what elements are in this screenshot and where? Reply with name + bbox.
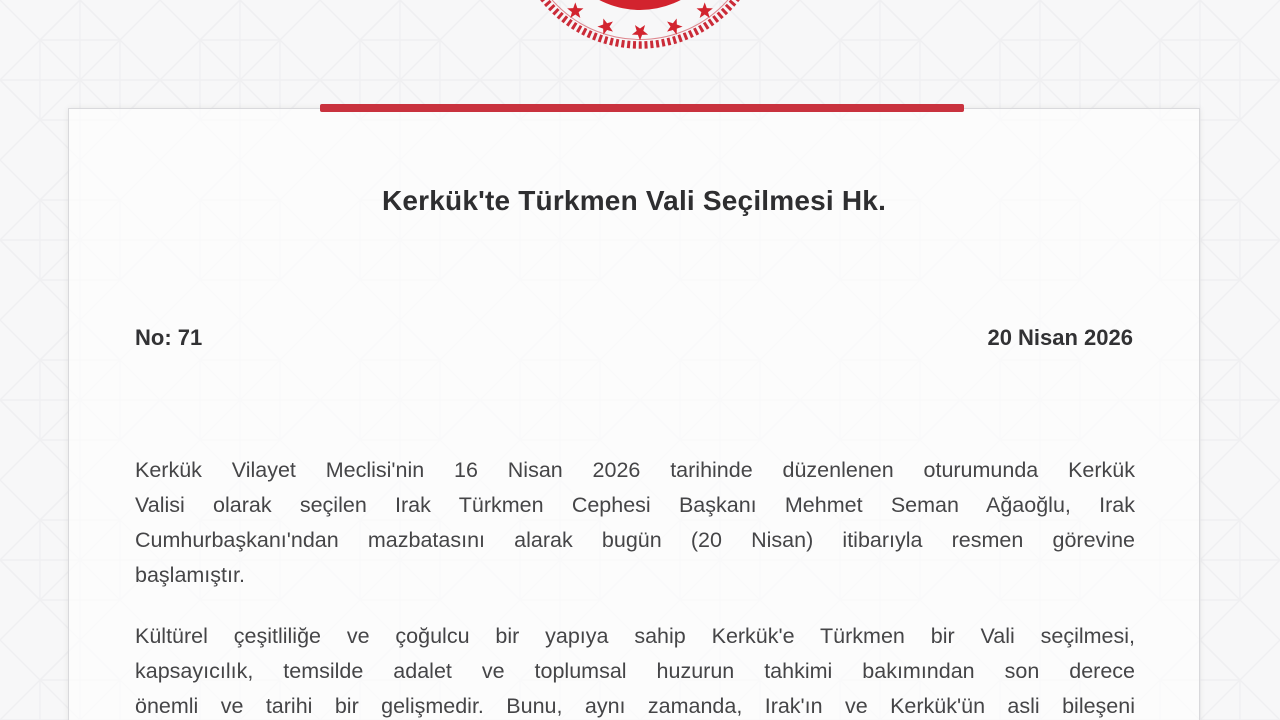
paragraph-line: başlamıştır. — [135, 563, 245, 587]
paragraph-2 — [135, 619, 1135, 720]
document-page — [68, 108, 1200, 720]
document-body — [135, 453, 1135, 720]
meta-row — [135, 325, 1133, 351]
paragraph-1 — [135, 453, 1135, 593]
turkish-state-emblem — [490, 0, 790, 58]
red-divider-line — [320, 104, 964, 112]
paragraph-line: kapsayıcılık, temsilde adalet ve toplumsal huzurun tahkimi bakımından son derece — [135, 659, 1135, 683]
paragraph-line: Valisi olarak seçilen Irak Türkmen Cephesi Başkanı Mehmet Seman Ağaoğlu, Irak — [135, 493, 1135, 517]
paragraph-line: Kültürel çeşitliliğe ve çoğulcu bir yapıya sahip Kerkük'e Türkmen bir Vali seçilmesi, — [135, 624, 1135, 648]
document-number: No: 71 — [135, 325, 203, 350]
state-emblem-icon — [490, 0, 790, 58]
paragraph-line: önemli ve tarihi bir gelişmedir. Bunu, aynı zamanda, Irak'ın ve Kerkük'ün asli bileşeni — [135, 694, 1135, 718]
document-date: 20 Nisan 2026 — [987, 325, 1133, 350]
document-title: Kerkük'te Türkmen Vali Seçilmesi Hk. — [381, 185, 887, 216]
paragraph-line: Cumhurbaşkanı'ndan mazbatasını alarak bugün (20 Nisan) itibarıyla resmen görevine — [135, 528, 1135, 552]
paragraph-line: Kerkük Vilayet Meclisi'nin 16 Nisan 2026 tarihinde düzenlenen oturumunda Kerkük — [135, 458, 1135, 482]
